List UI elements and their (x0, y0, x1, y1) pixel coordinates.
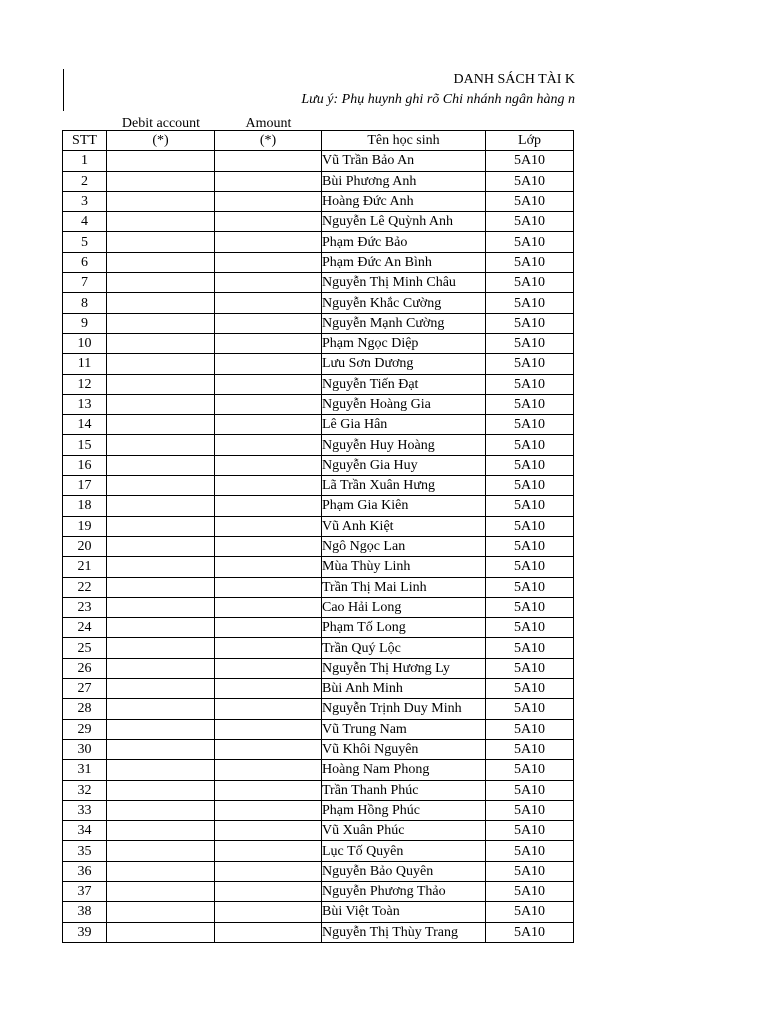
cell-student-name: Nguyễn Mạnh Cường (322, 313, 486, 333)
cell-stt: 13 (63, 394, 107, 414)
cell-debit-account[interactable] (107, 780, 215, 800)
cell-student-name: Trần Thị Mai Linh (322, 577, 486, 597)
cell-stt: 21 (63, 557, 107, 577)
cell-amount[interactable] (215, 739, 322, 759)
cell-debit-account[interactable] (107, 699, 215, 719)
cell-amount[interactable] (215, 191, 322, 211)
table-row (63, 252, 574, 272)
column-header-name: Tên học sinh (322, 131, 486, 151)
cell-class: 5A10 (486, 293, 574, 313)
cell-amount[interactable] (215, 597, 322, 617)
cell-stt: 17 (63, 476, 107, 496)
cell-student-name: Nguyễn Hoàng Gia (322, 394, 486, 414)
cell-amount[interactable] (215, 658, 322, 678)
cell-debit-account[interactable] (107, 415, 215, 435)
cell-amount[interactable] (215, 252, 322, 272)
cell-debit-account[interactable] (107, 151, 215, 171)
amount-label: Amount (245, 116, 292, 131)
cell-class: 5A10 (486, 922, 574, 942)
cell-class: 5A10 (486, 577, 574, 597)
column-header-debit: (*) (107, 131, 215, 151)
cell-class: 5A10 (486, 476, 574, 496)
cell-student-name: Vũ Xuân Phúc (322, 821, 486, 841)
table-row (63, 191, 574, 211)
cell-class: 5A10 (486, 679, 574, 699)
cell-amount[interactable] (215, 618, 322, 638)
cell-amount[interactable] (215, 435, 322, 455)
cell-debit-account[interactable] (107, 861, 215, 881)
cell-student-name: Phạm Ngọc Diệp (322, 333, 486, 353)
cell-debit-account[interactable] (107, 516, 215, 536)
table-row (63, 476, 574, 496)
cell-stt: 5 (63, 232, 107, 252)
debit-account-label: Debit account (121, 116, 201, 131)
cell-class: 5A10 (486, 821, 574, 841)
table-row (63, 922, 574, 942)
cell-student-name: Vũ Anh Kiệt (322, 516, 486, 536)
table-row (63, 151, 574, 171)
table-row (63, 293, 574, 313)
table-row (63, 394, 574, 414)
table-row (63, 313, 574, 333)
table-row (63, 841, 574, 861)
cell-student-name: Mùa Thùy Linh (322, 557, 486, 577)
table-row (63, 638, 574, 658)
cell-amount[interactable] (215, 760, 322, 780)
cell-student-name: Bùi Anh Minh (322, 679, 486, 699)
table-row (63, 902, 574, 922)
cell-class: 5A10 (486, 739, 574, 759)
cell-debit-account[interactable] (107, 354, 215, 374)
table-row (63, 861, 574, 881)
table-body (63, 151, 574, 943)
cell-debit-account[interactable] (107, 536, 215, 556)
cell-amount[interactable] (215, 679, 322, 699)
table-row (63, 739, 574, 759)
cell-student-name: Nguyễn Phương Thảo (322, 881, 486, 901)
table-row (63, 516, 574, 536)
cell-student-name: Nguyễn Tiến Đạt (322, 374, 486, 394)
cell-class: 5A10 (486, 313, 574, 333)
cell-stt: 15 (63, 435, 107, 455)
cell-debit-account[interactable] (107, 435, 215, 455)
cell-student-name: Nguyễn Thị Thùy Trang (322, 922, 486, 942)
cell-stt: 1 (63, 151, 107, 171)
cell-amount[interactable] (215, 557, 322, 577)
cell-class: 5A10 (486, 760, 574, 780)
cell-student-name: Vũ Trần Bảo An (322, 151, 486, 171)
cell-stt: 14 (63, 415, 107, 435)
cell-class: 5A10 (486, 354, 574, 374)
cell-student-name: Nguyễn Bảo Quyên (322, 861, 486, 881)
table-row (63, 536, 574, 556)
cell-amount[interactable] (215, 881, 322, 901)
table-row (63, 760, 574, 780)
table-row (63, 415, 574, 435)
table-row (63, 557, 574, 577)
cell-stt: 22 (63, 577, 107, 597)
cell-amount[interactable] (215, 821, 322, 841)
table-row (63, 333, 574, 353)
cell-class: 5A10 (486, 394, 574, 414)
cell-class: 5A10 (486, 415, 574, 435)
cell-amount[interactable] (215, 354, 322, 374)
cell-class: 5A10 (486, 800, 574, 820)
cell-student-name: Hoàng Đức Anh (322, 191, 486, 211)
cell-class: 5A10 (486, 699, 574, 719)
cell-stt: 32 (63, 780, 107, 800)
cell-amount[interactable] (215, 415, 322, 435)
cell-class: 5A10 (486, 861, 574, 881)
table-row (63, 780, 574, 800)
cell-stt: 2 (63, 171, 107, 191)
cell-stt: 24 (63, 618, 107, 638)
cell-amount[interactable] (215, 273, 322, 293)
table-row (63, 212, 574, 232)
cell-stt: 20 (63, 536, 107, 556)
cell-class: 5A10 (486, 536, 574, 556)
cell-amount[interactable] (215, 922, 322, 942)
table-row (63, 699, 574, 719)
cell-amount[interactable] (215, 902, 322, 922)
table-row (63, 496, 574, 516)
table-row (63, 800, 574, 820)
cell-debit-account[interactable] (107, 658, 215, 678)
cell-amount[interactable] (215, 333, 322, 353)
cell-debit-account[interactable] (107, 760, 215, 780)
cell-stt: 31 (63, 760, 107, 780)
cell-class: 5A10 (486, 902, 574, 922)
cell-student-name: Nguyễn Gia Huy (322, 455, 486, 475)
cell-class: 5A10 (486, 516, 574, 536)
cell-student-name: Cao Hải Long (322, 597, 486, 617)
cell-stt: 19 (63, 516, 107, 536)
cell-amount[interactable] (215, 455, 322, 475)
cell-student-name: Bùi Phương Anh (322, 171, 486, 191)
left-margin-rule (63, 69, 64, 111)
cell-class: 5A10 (486, 658, 574, 678)
table-row (63, 821, 574, 841)
cell-debit-account[interactable] (107, 922, 215, 942)
cell-student-name: Trần Thanh Phúc (322, 780, 486, 800)
cell-debit-account[interactable] (107, 902, 215, 922)
cell-class: 5A10 (486, 780, 574, 800)
cell-student-name: Ngô Ngọc Lan (322, 536, 486, 556)
cell-debit-account[interactable] (107, 293, 215, 313)
cell-class: 5A10 (486, 191, 574, 211)
cell-student-name: Lã Trần Xuân Hưng (322, 476, 486, 496)
cell-debit-account[interactable] (107, 679, 215, 699)
cell-amount[interactable] (215, 516, 322, 536)
cell-amount[interactable] (215, 151, 322, 171)
column-header-class: Lớp (486, 131, 574, 151)
cell-student-name: Phạm Đức Bảo (322, 232, 486, 252)
cell-amount[interactable] (215, 861, 322, 881)
cell-stt: 7 (63, 273, 107, 293)
cell-amount[interactable] (215, 212, 322, 232)
cell-debit-account[interactable] (107, 881, 215, 901)
cell-student-name: Nguyễn Khắc Cường (322, 293, 486, 313)
cell-amount[interactable] (215, 780, 322, 800)
cell-student-name: Lưu Sơn Dương (322, 354, 486, 374)
cell-student-name: Lục Tố Quyên (322, 841, 486, 861)
cell-stt: 27 (63, 679, 107, 699)
cell-class: 5A10 (486, 212, 574, 232)
cell-amount[interactable] (215, 536, 322, 556)
cell-class: 5A10 (486, 171, 574, 191)
table-row (63, 354, 574, 374)
document-title: DANH SÁCH TÀI K (453, 72, 575, 87)
cell-amount[interactable] (215, 841, 322, 861)
cell-stt: 36 (63, 861, 107, 881)
cell-amount[interactable] (215, 293, 322, 313)
table-header-row (63, 131, 574, 151)
cell-student-name: Bùi Việt Toàn (322, 902, 486, 922)
cell-stt: 4 (63, 212, 107, 232)
cell-stt: 33 (63, 800, 107, 820)
cell-stt: 28 (63, 699, 107, 719)
cell-debit-account[interactable] (107, 476, 215, 496)
cell-amount[interactable] (215, 638, 322, 658)
table-row (63, 455, 574, 475)
table-row (63, 435, 574, 455)
cell-class: 5A10 (486, 618, 574, 638)
cell-amount[interactable] (215, 800, 322, 820)
cell-student-name: Phạm Đức An Bình (322, 252, 486, 272)
cell-amount[interactable] (215, 313, 322, 333)
cell-class: 5A10 (486, 252, 574, 272)
cell-student-name: Nguyễn Thị Minh Châu (322, 273, 486, 293)
cell-class: 5A10 (486, 374, 574, 394)
cell-debit-account[interactable] (107, 577, 215, 597)
table-row (63, 171, 574, 191)
cell-class: 5A10 (486, 496, 574, 516)
table-row (63, 719, 574, 739)
cell-class: 5A10 (486, 719, 574, 739)
cell-stt: 38 (63, 902, 107, 922)
table-row (63, 374, 574, 394)
cell-student-name: Vũ Trung Nam (322, 719, 486, 739)
cell-class: 5A10 (486, 435, 574, 455)
cell-stt: 9 (63, 313, 107, 333)
cell-class: 5A10 (486, 232, 574, 252)
cell-stt: 16 (63, 455, 107, 475)
cell-stt: 8 (63, 293, 107, 313)
cell-stt: 18 (63, 496, 107, 516)
cell-student-name: Phạm Tố Long (322, 618, 486, 638)
cell-student-name: Hoàng Nam Phong (322, 760, 486, 780)
cell-amount[interactable] (215, 577, 322, 597)
table-row (63, 658, 574, 678)
cell-debit-account[interactable] (107, 739, 215, 759)
cell-stt: 25 (63, 638, 107, 658)
cell-debit-account[interactable] (107, 252, 215, 272)
cell-amount[interactable] (215, 719, 322, 739)
cell-amount[interactable] (215, 496, 322, 516)
table-row (63, 273, 574, 293)
cell-stt: 23 (63, 597, 107, 617)
cell-class: 5A10 (486, 151, 574, 171)
cell-debit-account[interactable] (107, 618, 215, 638)
cell-student-name: Nguyễn Trịnh Duy Minh (322, 699, 486, 719)
cell-stt: 6 (63, 252, 107, 272)
cell-class: 5A10 (486, 455, 574, 475)
cell-stt: 35 (63, 841, 107, 861)
cell-student-name: Nguyễn Thị Hương Ly (322, 658, 486, 678)
cell-student-name: Lê Gia Hân (322, 415, 486, 435)
cell-stt: 30 (63, 739, 107, 759)
table-row (63, 577, 574, 597)
cell-class: 5A10 (486, 333, 574, 353)
cell-student-name: Phạm Gia Kiên (322, 496, 486, 516)
cell-stt: 26 (63, 658, 107, 678)
cell-student-name: Vũ Khôi Nguyên (322, 739, 486, 759)
cell-stt: 10 (63, 333, 107, 353)
cell-debit-account[interactable] (107, 638, 215, 658)
column-header-amount: (*) (215, 131, 322, 151)
cell-debit-account[interactable] (107, 273, 215, 293)
cell-debit-account[interactable] (107, 841, 215, 861)
student-table (62, 130, 574, 943)
cell-student-name: Trần Quý Lộc (322, 638, 486, 658)
cell-student-name: Phạm Hồng Phúc (322, 800, 486, 820)
table-row (63, 597, 574, 617)
cell-student-name: Nguyễn Huy Hoàng (322, 435, 486, 455)
cell-student-name: Nguyễn Lê Quỳnh Anh (322, 212, 486, 232)
cell-debit-account[interactable] (107, 333, 215, 353)
cell-stt: 37 (63, 881, 107, 901)
document-note: Lưu ý: Phụ huynh ghi rõ Chi nhánh ngân hàng n (301, 92, 575, 107)
cell-class: 5A10 (486, 638, 574, 658)
cell-amount[interactable] (215, 171, 322, 191)
cell-debit-account[interactable] (107, 719, 215, 739)
cell-amount[interactable] (215, 232, 322, 252)
cell-debit-account[interactable] (107, 821, 215, 841)
table-row (63, 679, 574, 699)
cell-class: 5A10 (486, 273, 574, 293)
cell-class: 5A10 (486, 597, 574, 617)
cell-debit-account[interactable] (107, 557, 215, 577)
cell-amount[interactable] (215, 374, 322, 394)
column-header-stt: STT (63, 131, 107, 151)
cell-debit-account[interactable] (107, 212, 215, 232)
cell-debit-account[interactable] (107, 394, 215, 414)
cell-debit-account[interactable] (107, 597, 215, 617)
cell-stt: 39 (63, 922, 107, 942)
cell-class: 5A10 (486, 881, 574, 901)
cell-debit-account[interactable] (107, 455, 215, 475)
cell-debit-account[interactable] (107, 374, 215, 394)
cell-amount[interactable] (215, 699, 322, 719)
cell-stt: 3 (63, 191, 107, 211)
cell-stt: 11 (63, 354, 107, 374)
cell-debit-account[interactable] (107, 496, 215, 516)
cell-debit-account[interactable] (107, 171, 215, 191)
cell-stt: 29 (63, 719, 107, 739)
cell-stt: 12 (63, 374, 107, 394)
cell-amount[interactable] (215, 476, 322, 496)
cell-class: 5A10 (486, 841, 574, 861)
table-row (63, 618, 574, 638)
cell-debit-account[interactable] (107, 800, 215, 820)
table-row (63, 232, 574, 252)
cell-debit-account[interactable] (107, 232, 215, 252)
cell-debit-account[interactable] (107, 191, 215, 211)
cell-amount[interactable] (215, 394, 322, 414)
cell-stt: 34 (63, 821, 107, 841)
table-row (63, 881, 574, 901)
cell-class: 5A10 (486, 557, 574, 577)
cell-debit-account[interactable] (107, 313, 215, 333)
